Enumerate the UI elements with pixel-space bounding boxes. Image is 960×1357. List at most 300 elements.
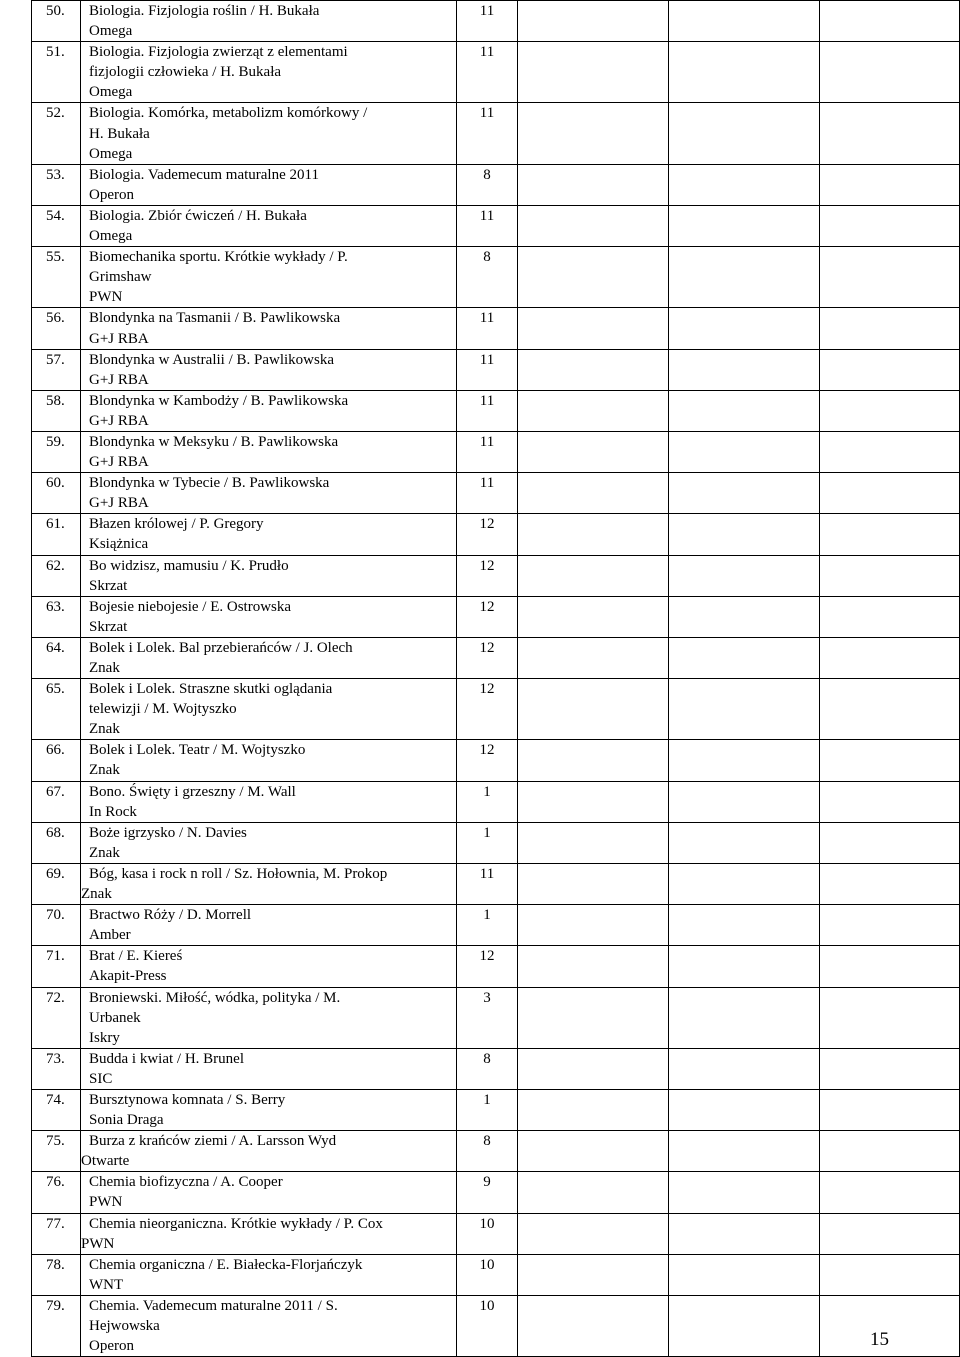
table-row xyxy=(32,1295,960,1356)
row-number-text: 67. xyxy=(46,783,65,800)
empty-cell xyxy=(518,1131,669,1172)
book-title: Burza z krańców ziemi / A. Larsson Wyd xyxy=(89,1133,337,1150)
empty-cell xyxy=(669,205,820,246)
table-row xyxy=(32,946,960,987)
quantity: 8 xyxy=(457,1048,518,1089)
table-row xyxy=(32,1048,960,1089)
book-title: Bono. Święty i grzeszny / M. Wall xyxy=(89,783,296,800)
table-row xyxy=(32,42,960,103)
table-body xyxy=(32,1,960,1357)
row-number xyxy=(32,1,81,42)
table-row xyxy=(32,514,960,555)
row-number xyxy=(32,596,81,637)
book-entry xyxy=(81,349,457,390)
book-detail: H. Bukała xyxy=(89,125,150,142)
book-detail: Grimshaw xyxy=(89,269,152,286)
book-detail: Znak xyxy=(81,886,112,903)
row-number xyxy=(32,987,81,1048)
empty-cell xyxy=(820,308,960,349)
row-number-text: 64. xyxy=(46,639,65,656)
quantity: 11 xyxy=(457,205,518,246)
book-title: Blondynka na Tasmanii / B. Pawlikowska xyxy=(89,310,341,327)
quantity: 8 xyxy=(457,164,518,205)
table-row xyxy=(32,1172,960,1213)
empty-cell xyxy=(518,205,669,246)
row-number-text: 57. xyxy=(46,351,65,368)
quantity: 10 xyxy=(457,1254,518,1295)
row-number xyxy=(32,247,81,308)
book-title: Biologia. Vademecum maturalne 2011 xyxy=(89,166,319,183)
row-number xyxy=(32,679,81,740)
quantity: 8 xyxy=(457,1131,518,1172)
empty-cell xyxy=(669,596,820,637)
empty-cell xyxy=(820,205,960,246)
book-entry xyxy=(81,1254,457,1295)
book-title: Błazen królowej / P. Gregory xyxy=(89,516,264,533)
row-number-text: 62. xyxy=(46,557,65,574)
empty-cell xyxy=(518,1048,669,1089)
table-row xyxy=(32,822,960,863)
empty-cell xyxy=(669,308,820,349)
quantity: 12 xyxy=(457,740,518,781)
quantity: 10 xyxy=(457,1213,518,1254)
table-row xyxy=(32,205,960,246)
row-number-text: 65. xyxy=(46,681,65,698)
row-number-text: 50. xyxy=(46,3,65,19)
table-row xyxy=(32,987,960,1048)
empty-cell xyxy=(669,1131,820,1172)
empty-cell xyxy=(820,1172,960,1213)
empty-cell xyxy=(518,247,669,308)
quantity: 1 xyxy=(457,1089,518,1130)
table-row xyxy=(32,679,960,740)
book-detail: Znak xyxy=(89,762,120,779)
book-title: Bo widzisz, mamusiu / K. Prudło xyxy=(89,557,289,574)
quantity: 11 xyxy=(457,308,518,349)
table-row xyxy=(32,637,960,678)
empty-cell xyxy=(518,555,669,596)
empty-cell xyxy=(669,822,820,863)
row-number xyxy=(32,863,81,904)
book-title: Biologia. Fizjologia zwierząt z elementami xyxy=(89,44,348,61)
empty-cell xyxy=(669,555,820,596)
empty-cell xyxy=(669,431,820,472)
empty-cell xyxy=(518,740,669,781)
row-number xyxy=(32,1172,81,1213)
book-entry xyxy=(81,1213,457,1254)
book-entry xyxy=(81,987,457,1048)
empty-cell xyxy=(820,905,960,946)
book-entry xyxy=(81,514,457,555)
row-number xyxy=(32,349,81,390)
book-title: Biologia. Fizjologia roślin / H. Bukała xyxy=(89,3,320,19)
table-row xyxy=(32,308,960,349)
book-detail: fizjologii człowieka / H. Bukała xyxy=(89,64,282,81)
empty-cell xyxy=(518,1254,669,1295)
table-row xyxy=(32,863,960,904)
book-detail: Operon xyxy=(89,1338,134,1355)
book-entry xyxy=(81,431,457,472)
table-row xyxy=(32,1131,960,1172)
row-number-text: 70. xyxy=(46,907,65,924)
row-number xyxy=(32,637,81,678)
book-detail: Skrzat xyxy=(89,577,128,594)
book-title: Blondynka w Tybecie / B. Pawlikowska xyxy=(89,475,330,492)
book-entry xyxy=(81,247,457,308)
table-row xyxy=(32,555,960,596)
book-title: Broniewski. Miłość, wódka, polityka / M. xyxy=(89,989,341,1006)
empty-cell xyxy=(518,905,669,946)
book-entry xyxy=(81,822,457,863)
book-entry xyxy=(81,1089,457,1130)
book-title: Bractwo Róży / D. Morrell xyxy=(89,907,252,924)
quantity: 12 xyxy=(457,514,518,555)
book-detail: PWN xyxy=(89,1194,123,1211)
book-detail: G+J RBA xyxy=(89,330,149,347)
row-number xyxy=(32,781,81,822)
book-entry xyxy=(81,740,457,781)
empty-cell xyxy=(669,863,820,904)
empty-cell xyxy=(518,679,669,740)
empty-cell xyxy=(518,1,669,42)
book-detail: Omega xyxy=(89,145,133,162)
quantity: 9 xyxy=(457,1172,518,1213)
empty-cell xyxy=(518,946,669,987)
row-number-text: 68. xyxy=(46,824,65,841)
book-detail: Skrzat xyxy=(89,618,128,635)
empty-cell xyxy=(518,863,669,904)
empty-cell xyxy=(518,390,669,431)
row-number xyxy=(32,308,81,349)
empty-cell xyxy=(820,103,960,164)
quantity: 11 xyxy=(457,863,518,904)
book-detail: Znak xyxy=(89,721,120,738)
book-detail: Akapit-Press xyxy=(89,968,167,985)
book-detail: Amber xyxy=(89,927,131,944)
book-title: Bóg, kasa i rock n roll / Sz. Hołownia, M. Prokop xyxy=(89,865,388,882)
empty-cell xyxy=(669,1,820,42)
table-row xyxy=(32,247,960,308)
book-entry xyxy=(81,42,457,103)
row-number xyxy=(32,740,81,781)
row-number xyxy=(32,431,81,472)
empty-cell xyxy=(820,42,960,103)
empty-cell xyxy=(820,679,960,740)
book-title: Blondynka w Kambodży / B. Pawlikowska xyxy=(89,392,349,409)
book-title: Bolek i Lolek. Bal przebierańców / J. Olech xyxy=(89,639,353,656)
empty-cell xyxy=(669,987,820,1048)
row-number-text: 73. xyxy=(46,1050,65,1067)
empty-cell xyxy=(518,164,669,205)
row-number-text: 59. xyxy=(46,433,65,450)
row-number-text: 63. xyxy=(46,598,65,615)
quantity: 1 xyxy=(457,781,518,822)
empty-cell xyxy=(518,473,669,514)
empty-cell xyxy=(669,1172,820,1213)
empty-cell xyxy=(820,1089,960,1130)
row-number-text: 55. xyxy=(46,249,65,266)
quantity: 11 xyxy=(457,103,518,164)
row-number-text: 58. xyxy=(46,392,65,409)
row-number-text: 56. xyxy=(46,310,65,327)
table-row xyxy=(32,1254,960,1295)
table-row xyxy=(32,1089,960,1130)
book-entry xyxy=(81,555,457,596)
empty-cell xyxy=(669,473,820,514)
row-number-text: 78. xyxy=(46,1256,65,1273)
empty-cell xyxy=(669,349,820,390)
table-row xyxy=(32,905,960,946)
book-entry xyxy=(81,164,457,205)
empty-cell xyxy=(820,1048,960,1089)
book-detail: Iskry xyxy=(89,1029,120,1046)
table-row xyxy=(32,596,960,637)
empty-cell xyxy=(669,1089,820,1130)
empty-cell xyxy=(518,349,669,390)
empty-cell xyxy=(669,781,820,822)
row-number-text: 61. xyxy=(46,516,65,533)
empty-cell xyxy=(820,1295,960,1356)
book-detail: PWN xyxy=(81,1235,115,1252)
book-entry xyxy=(81,473,457,514)
empty-cell xyxy=(820,596,960,637)
book-detail: G+J RBA xyxy=(89,412,149,429)
book-title: Boże igrzysko / N. Davies xyxy=(89,824,247,841)
table-row xyxy=(32,781,960,822)
book-detail: Omega xyxy=(89,84,133,101)
book-entry xyxy=(81,205,457,246)
book-entry xyxy=(81,863,457,904)
table-row xyxy=(32,740,960,781)
row-number xyxy=(32,1254,81,1295)
quantity: 8 xyxy=(457,247,518,308)
book-detail: Operon xyxy=(89,186,134,203)
book-entry xyxy=(81,1172,457,1213)
row-number xyxy=(32,555,81,596)
empty-cell xyxy=(820,1254,960,1295)
row-number-text: 75. xyxy=(46,1133,65,1150)
book-title: Chemia nieorganiczna. Krótkie wykłady / P. Cox xyxy=(89,1215,383,1232)
table-row xyxy=(32,390,960,431)
quantity: 12 xyxy=(457,679,518,740)
row-number xyxy=(32,1089,81,1130)
empty-cell xyxy=(820,555,960,596)
book-entry xyxy=(81,308,457,349)
book-detail: Książnica xyxy=(89,536,149,553)
book-detail: telewizji / M. Wojtyszko xyxy=(89,701,237,718)
row-number xyxy=(32,1295,81,1356)
empty-cell xyxy=(669,164,820,205)
book-detail: Znak xyxy=(89,660,120,676)
quantity: 11 xyxy=(457,431,518,472)
row-number-text: 79. xyxy=(46,1297,65,1314)
book-title: Biomechanika sportu. Krótkie wykłady / P. xyxy=(89,249,348,266)
empty-cell xyxy=(820,781,960,822)
empty-cell xyxy=(669,679,820,740)
quantity: 12 xyxy=(457,555,518,596)
row-number xyxy=(32,473,81,514)
row-number-text: 74. xyxy=(46,1091,65,1108)
empty-cell xyxy=(518,1089,669,1130)
row-number xyxy=(32,205,81,246)
row-number xyxy=(32,164,81,205)
book-title: Chemia. Vademecum maturalne 2011 / S. xyxy=(89,1297,338,1314)
empty-cell xyxy=(820,349,960,390)
book-title: Blondynka w Meksyku / B. Pawlikowska xyxy=(89,433,339,450)
empty-cell xyxy=(518,596,669,637)
book-title: Bursztynowa komnata / S. Berry xyxy=(89,1091,286,1108)
row-number xyxy=(32,822,81,863)
book-entry xyxy=(81,905,457,946)
row-number xyxy=(32,1048,81,1089)
row-number-text: 77. xyxy=(46,1215,65,1232)
empty-cell xyxy=(518,822,669,863)
book-detail: G+J RBA xyxy=(89,371,149,388)
book-detail: In Rock xyxy=(89,803,137,820)
row-number xyxy=(32,42,81,103)
book-detail: G+J RBA xyxy=(89,454,149,471)
empty-cell xyxy=(820,473,960,514)
book-detail: Znak xyxy=(89,844,120,861)
book-title: Chemia organiczna / E. Białecka-Florjańczyk xyxy=(89,1256,363,1273)
book-detail: WNT xyxy=(89,1276,124,1293)
book-entry xyxy=(81,1295,457,1356)
empty-cell xyxy=(820,946,960,987)
table-row xyxy=(32,349,960,390)
quantity: 11 xyxy=(457,1,518,42)
empty-cell xyxy=(820,390,960,431)
empty-cell xyxy=(518,1295,669,1356)
empty-cell xyxy=(820,740,960,781)
row-number-text: 52. xyxy=(46,105,65,122)
book-title: Bojesie niebojesie / E. Ostrowska xyxy=(89,598,292,615)
row-number xyxy=(32,905,81,946)
row-number xyxy=(32,390,81,431)
empty-cell xyxy=(669,1213,820,1254)
empty-cell xyxy=(669,740,820,781)
book-detail: Urbanek xyxy=(89,1009,141,1026)
book-entry xyxy=(81,1131,457,1172)
book-entry xyxy=(81,1,457,42)
quantity: 12 xyxy=(457,946,518,987)
empty-cell xyxy=(820,1,960,42)
empty-cell xyxy=(518,42,669,103)
empty-cell xyxy=(518,1172,669,1213)
quantity: 11 xyxy=(457,42,518,103)
empty-cell xyxy=(820,987,960,1048)
row-number xyxy=(32,1213,81,1254)
empty-cell xyxy=(518,431,669,472)
empty-cell xyxy=(669,514,820,555)
empty-cell xyxy=(669,946,820,987)
empty-cell xyxy=(518,781,669,822)
row-number xyxy=(32,514,81,555)
empty-cell xyxy=(669,637,820,678)
row-number-text: 51. xyxy=(46,44,65,61)
book-entry xyxy=(81,637,457,678)
empty-cell xyxy=(669,390,820,431)
row-number-text: 66. xyxy=(46,742,65,759)
empty-cell xyxy=(820,431,960,472)
row-number xyxy=(32,1131,81,1172)
table-row xyxy=(32,103,960,164)
row-number-text: 69. xyxy=(46,865,65,882)
empty-cell xyxy=(820,1213,960,1254)
book-detail: Hejwowska xyxy=(89,1318,160,1334)
book-detail: Otwarte xyxy=(81,1153,130,1170)
empty-cell xyxy=(669,247,820,308)
book-title: Brat / E. Kiereś xyxy=(89,948,183,965)
empty-cell xyxy=(669,103,820,164)
quantity: 11 xyxy=(457,390,518,431)
empty-cell xyxy=(820,822,960,863)
book-entry xyxy=(81,946,457,987)
quantity: 10 xyxy=(457,1295,518,1356)
empty-cell xyxy=(669,905,820,946)
empty-cell xyxy=(518,103,669,164)
table-row xyxy=(32,164,960,205)
table-row xyxy=(32,1213,960,1254)
book-detail: PWN xyxy=(89,289,123,306)
row-number-text: 60. xyxy=(46,475,65,492)
book-title: Bolek i Lolek. Teatr / M. Wojtyszko xyxy=(89,742,306,759)
book-detail: G+J RBA xyxy=(89,495,149,512)
empty-cell xyxy=(518,637,669,678)
row-number-text: 76. xyxy=(46,1174,65,1191)
quantity: 1 xyxy=(457,822,518,863)
quantity: 12 xyxy=(457,596,518,637)
empty-cell xyxy=(820,164,960,205)
book-title: Budda i kwiat / H. Brunel xyxy=(89,1050,244,1067)
book-detail: Omega xyxy=(89,23,133,40)
book-title: Biologia. Komórka, metabolizm komórkowy / xyxy=(89,105,368,122)
row-number-text: 54. xyxy=(46,207,65,224)
book-detail: Sonia Draga xyxy=(89,1112,164,1129)
quantity: 12 xyxy=(457,637,518,678)
book-entry xyxy=(81,103,457,164)
row-number xyxy=(32,946,81,987)
empty-cell xyxy=(669,42,820,103)
quantity: 1 xyxy=(457,905,518,946)
book-entry xyxy=(81,596,457,637)
book-detail: SIC xyxy=(89,1070,113,1087)
book-title: Chemia biofizyczna / A. Cooper xyxy=(89,1174,283,1191)
row-number-text: 53. xyxy=(46,166,65,183)
book-title: Blondynka w Australii / B. Pawlikowska xyxy=(89,351,334,368)
empty-cell xyxy=(518,1213,669,1254)
empty-cell xyxy=(820,247,960,308)
table-row xyxy=(32,473,960,514)
table-row xyxy=(32,431,960,472)
empty-cell xyxy=(518,514,669,555)
quantity: 11 xyxy=(457,349,518,390)
empty-cell xyxy=(820,637,960,678)
empty-cell xyxy=(820,514,960,555)
row-number-text: 72. xyxy=(46,989,65,1006)
row-number-text: 71. xyxy=(46,948,65,965)
book-entry xyxy=(81,781,457,822)
book-entry xyxy=(81,390,457,431)
row-number xyxy=(32,103,81,164)
empty-cell xyxy=(820,863,960,904)
empty-cell xyxy=(820,1131,960,1172)
empty-cell xyxy=(669,1254,820,1295)
table-row xyxy=(32,1,960,42)
page-number: 15 xyxy=(870,1329,889,1350)
book-title: Biologia. Zbiór ćwiczeń / H. Bukała xyxy=(89,207,307,224)
quantity: 3 xyxy=(457,987,518,1048)
book-entry xyxy=(81,679,457,740)
